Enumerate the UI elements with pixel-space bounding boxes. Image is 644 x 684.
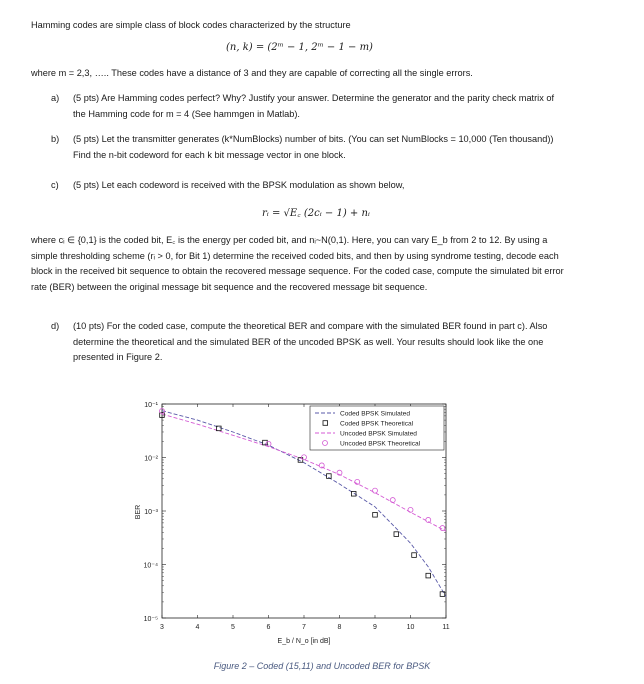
x-tick-label: 6 xyxy=(266,624,271,631)
item-d-text: (10 pts) For the coded case, compute the theoretical BER and compare with the simulated BER found in part c). Also determine the theoretical and the simulated BER of the uncoded BPSK as well. Your results should look like the one presented in Figure 2. xyxy=(73,321,548,363)
y-tick-label: 10⁻⁵ xyxy=(143,616,158,623)
item-a-label: a) xyxy=(51,93,60,103)
item-c-label: c) xyxy=(51,180,59,190)
x-tick-label: 11 xyxy=(442,624,450,631)
item-a-text: (5 pts) Are Hamming codes perfect? Why? Justify your answer. Determine the generator and the parity check matrix of the Hamming code for m = 4 (See hammgen in Matlab). xyxy=(73,93,555,119)
intro-line-1: Hamming codes are simple class of block codes characterized by the structure xyxy=(31,20,351,30)
x-tick-label: 9 xyxy=(373,624,377,631)
y-tick-label: 10⁻¹ xyxy=(144,402,158,409)
y-tick-label: 10⁻⁴ xyxy=(143,562,158,570)
x-tick-label: 10 xyxy=(406,624,415,631)
item-b-label: b) xyxy=(51,134,60,144)
x-axis-label: E_b / N_o [in dB] xyxy=(277,638,331,645)
y-axis-label: BER xyxy=(135,504,142,520)
ber-chart xyxy=(130,392,460,654)
figure-caption: Figure 2 – Coded (15,11) and Uncoded BER for BPSK xyxy=(213,661,431,671)
y-tick-label: 10⁻³ xyxy=(144,509,158,516)
x-tick-label: 5 xyxy=(231,624,235,631)
y-tick-label: 10⁻² xyxy=(144,455,158,463)
legend-entry: Uncoded BPSK Simulated xyxy=(340,430,417,438)
hamming-structure-equation: (n, k) = (2ᵐ − 1, 2ᵐ − 1 − m) xyxy=(226,42,373,53)
chart-legend xyxy=(310,406,444,450)
intro-line-2: where m = 2,3, ….. These codes have a distance of 3 and they are capable of correcting all the single errors. xyxy=(31,68,473,78)
x-tick-label: 7 xyxy=(302,624,306,631)
x-tick-label: 8 xyxy=(337,624,342,631)
legend-entry: Coded BPSK Theoretical xyxy=(340,420,414,428)
legend-entry: Coded BPSK Simulated xyxy=(340,410,411,418)
x-tick-label: 4 xyxy=(195,624,200,631)
bpsk-received-equation: rᵢ = √E꜀ (2cᵢ − 1) + nᵢ xyxy=(262,208,370,219)
item-c-paragraph: where cᵢ ∈ {0,1} is the coded bit, E꜀ is the energy per coded bit, and nᵢ~N(0,1). Here, you can vary E_b from 2 to 12. By using a simple thresholding scheme (rᵢ > 0, for Bit 1) determine the received coded bits, and then by using syndrome testing, decode each block in the received bit sequence to obtain the recovered message sequence. For the coded case, compute the simulated bit error rate (BER) between the original message bit sequence and the recovered message bit sequence. xyxy=(31,235,564,292)
item-d-label: d) xyxy=(51,321,60,331)
item-c-text: (5 pts) Let each codeword is received with the BPSK modulation as shown below, xyxy=(73,180,405,190)
item-b-text: (5 pts) Let the transmitter generates (k*NumBlocks) number of bits. (You can set NumBlocks = 10,000 (Ten thousand)) Find the n-bit codeword for each k bit message vector in one block. xyxy=(73,134,554,160)
x-tick-label: 3 xyxy=(160,624,164,631)
legend-entry: Uncoded BPSK Theoretical xyxy=(340,440,421,448)
